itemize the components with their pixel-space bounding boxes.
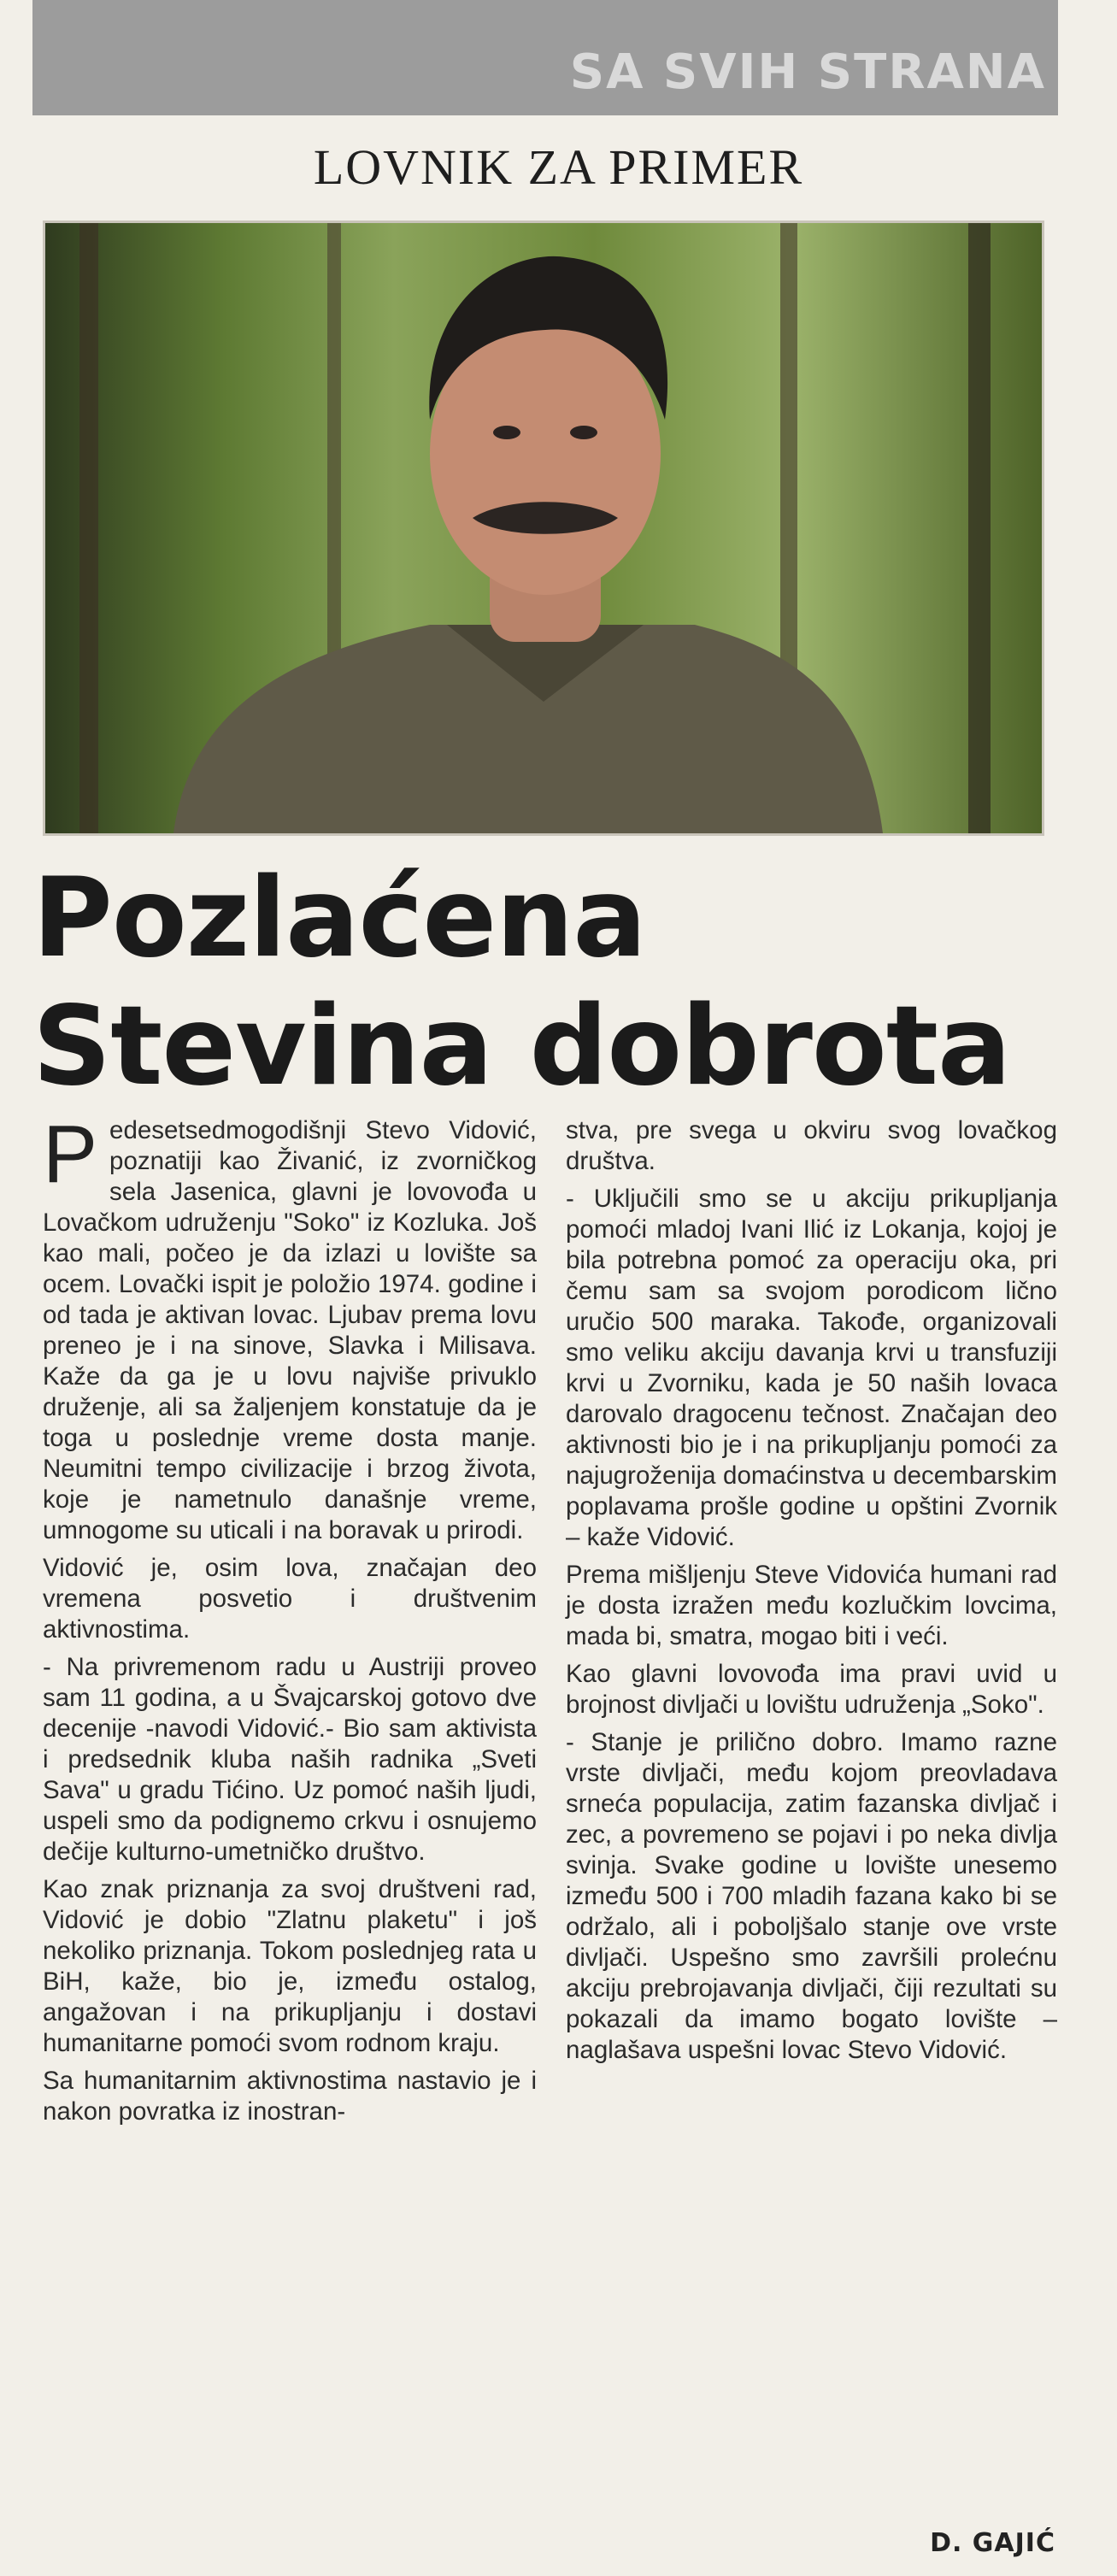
section-label: SA SVIH STRANA xyxy=(569,44,1046,100)
headline-line-1: Pozlaćena xyxy=(32,855,646,982)
paragraph xyxy=(43,1109,537,1546)
paragraph: stva, pre svega u okviru svog lovačkog društva. xyxy=(566,1116,1057,1175)
paragraph: - Na privremenom radu u Austriji proveo sam 11 godina, a u Švajcarskoj gotovo dve decenije -navodi Vidović.- Bio sam aktivista i predsednik kluba naših radnika „Sveti Sava" u gradu Tićino. Uz pomoć naših ljudi, uspeli smo da podignemo crkvu i osnujemo dečije kulturno-umetničko društvo. xyxy=(43,1653,537,1866)
section-band xyxy=(32,0,1058,115)
paragraph: - Uključili smo se u akciju prikupljanja pomoći mladoj Ivani Ilić iz Lokanja, kojoj je bila potrebna pomoć za operaciju oka, pri čemu sam sa svojom porodicom lično uručio 500 maraka. Takođe, organizovali smo veliku akciju davanja krvi u transfuziji krvi u Zvorniku, kada je 50 naših lovaca darovalo dragocenu tečnost. Značajan deo aktivnosti bio je i na prikupljanju pomoći za najugroženija domaćinstva u decembarskim poplavama prošle godine u opštini Zvornik – kaže Vidović. xyxy=(566,1185,1057,1551)
drop-cap: P xyxy=(43,1109,98,1200)
paragraph: Vidović je, osim lova, značajan deo vremena posvetio i društvenim aktivnostima. xyxy=(43,1554,537,1644)
paragraph: Kao glavni lovovođa ima pravi uvid u brojnost divljači u lovištu udruženja „Soko". xyxy=(566,1660,1057,1719)
article-photo xyxy=(43,221,1044,836)
paragraph: Prema mišljenju Steve Vidovića humani rad je dosta izražen među kozlučkim lovcima, mada bi, smatra, mogao biti i veći. xyxy=(566,1561,1057,1650)
headline-line-2: Stevina dobrota xyxy=(32,983,1011,1110)
byline: D. GAJIĆ xyxy=(930,2528,1055,2558)
kicker: LOVNIK ZA PRIMER xyxy=(313,139,804,195)
paragraph: Kao znak priznanja za svoj društveni rad, Vidović je dobio "Zlatnu plaketu" i još nekoliko priznanja. Tokom poslednjeg rata u BiH, kaže, bio je, između ostalog, angažovan i na prikupljanju i dostavi humanitarne pomoći svom rodnom kraju. xyxy=(43,1875,537,2057)
headline xyxy=(32,855,1092,1111)
paragraph: - Stanje je prilično dobro. Imamo razne vrste divljači, među kojom preovladava srneća populacija, zatim fazanska divljač i zec, a povremeno se pojavi i po neka divlja svinja. Svake godine u lovište unesemo između 500 i 700 mladih fazana kako bi se održalo, ali i poboljšalo stanje ove vrste divljači. Uspešno smo završili prolećnu akciju prebrojavanja divljači, čiji rezultati su pokazali da imamo bogato lovište – naglašava uspešni lovac Stevo Vidović. xyxy=(566,1728,1057,2064)
paragraph-text: edesetsedmogodišnji Stevo Vidović, poznatiji kao Živanić, iz zvorničkog sela Jasenica, glavni je lovovođa u Lovačkom udruženju "Soko" iz Kozluka. Još kao mali, počeo je da izlazi u lovište sa ocem. Lovački ispit je položio 1974. godine i od tada je aktivan lovac. Ljubav prema lovu preneo je i na sinove, Slavka i Milisava. Kaže da ga je u lovu najviše privuklo druženje, ali sa žaljenjem konstatuje da je toga u poslednje vreme dosta manje. Neumitni tempo civilizacije i brzog života, koje je nametnulo današnje vreme, umnogome su uticali i na boravak u prirodi. xyxy=(43,1116,537,1544)
paragraph: Sa humanitarnim aktivnostima nastavio je i nakon povratka iz inostran- xyxy=(43,2067,537,2126)
portrait-illustration xyxy=(45,223,1042,833)
article-column-left xyxy=(43,1109,537,2134)
article-column-right xyxy=(566,1115,1057,2073)
